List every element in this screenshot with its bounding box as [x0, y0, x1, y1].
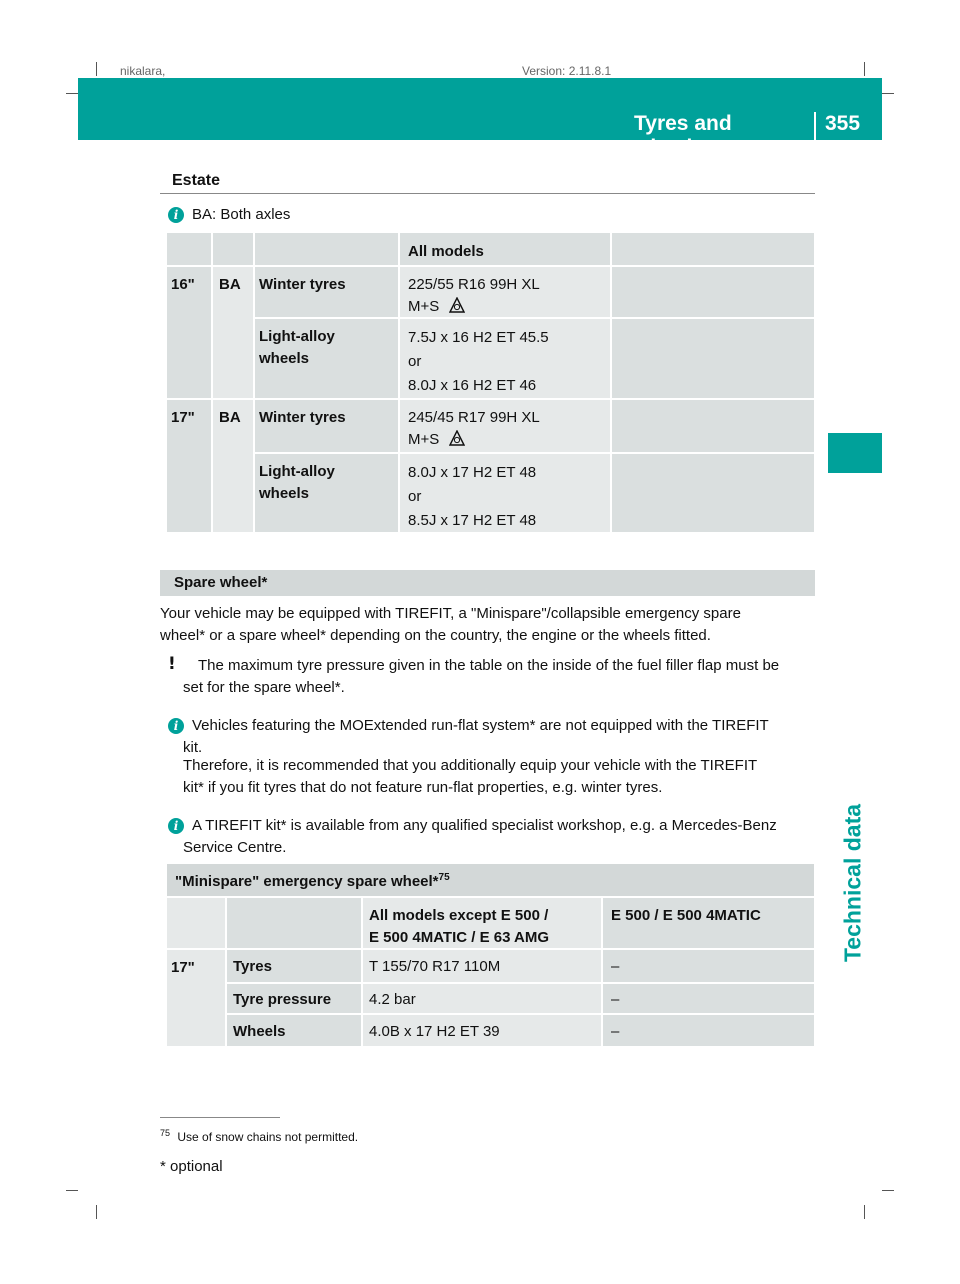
crop-mark: [66, 93, 78, 94]
size-cell-17: [167, 400, 211, 532]
ms-label: M+S: [408, 431, 440, 448]
axle-cell: [213, 267, 253, 398]
item-label-line1: Light-alloy: [259, 463, 335, 480]
value-cell: [603, 984, 814, 1013]
crop-mark: [864, 62, 865, 76]
pressure-value: 4.2 bar: [369, 991, 416, 1008]
footnote-number: 75: [160, 1128, 171, 1138]
tyre-size: 225/55 R16 99H XL: [408, 276, 540, 293]
crop-mark: [864, 1205, 865, 1219]
side-tab-marker: [828, 433, 882, 473]
info-icon: i: [168, 207, 184, 223]
side-tab: [826, 748, 880, 1018]
page-number: 355: [825, 112, 861, 135]
footnote-rule: [160, 1117, 280, 1118]
table-header-cell: [612, 233, 814, 265]
value-cell: [363, 1015, 601, 1046]
wheel-size-1: 8.0J x 17 H2 ET 48: [408, 464, 537, 481]
section-title-spare-wheel: Spare wheel*: [174, 574, 268, 591]
value-cell: [603, 950, 814, 982]
table-header-cell: [167, 898, 225, 948]
tyre-value-e500: –: [611, 958, 620, 975]
side-tab-label: Technical data: [839, 803, 866, 963]
value-cell: [400, 400, 610, 452]
column-header-label: All models: [408, 243, 484, 260]
size-label: 16": [171, 276, 195, 293]
crop-mark: [96, 62, 97, 76]
info2-line1: A TIREFIT kit* is available from any qualified specialist workshop, e.g. a Mercedes-Benz: [192, 817, 777, 834]
column-header-e500: [603, 898, 814, 948]
size-cell-17: [167, 950, 225, 1046]
page-title: Tyres and wheels: [634, 112, 732, 159]
row-label-cell: [227, 984, 361, 1013]
size-cell-16: [167, 267, 211, 398]
item-cell: [255, 319, 398, 398]
footnote: [160, 1128, 358, 1144]
value-cell: [400, 319, 610, 398]
column-header-all-models-except: [363, 898, 601, 948]
crop-mark: [96, 1205, 97, 1219]
spare-intro-line1: Your vehicle may be equipped with TIREFIT, a "Minispare"/collapsible emergency spare: [160, 605, 741, 622]
row-label-cell: [227, 1015, 361, 1046]
tyre-size: 245/45 R17 99H XL: [408, 409, 540, 426]
column-header-label: E 500 / E 500 4MATIC: [611, 907, 761, 924]
column-header-line1: All models except E 500 /: [369, 907, 549, 924]
axle-label: BA: [219, 409, 241, 426]
item-label-line2: wheels: [259, 485, 310, 502]
size-label: 17": [171, 409, 195, 426]
crop-mark: [882, 93, 894, 94]
table-header-cell: [227, 898, 361, 948]
item-label-line2: wheels: [259, 350, 310, 367]
info1-line3: Therefore, it is recommended that you additionally equip your vehicle with the TIREFIT: [183, 757, 758, 774]
section-rule: [160, 193, 815, 194]
axle-cell: [213, 400, 253, 532]
crop-mark: [882, 1190, 894, 1191]
value-cell: [400, 454, 610, 532]
empty-cell: [612, 267, 814, 317]
value-cell: [400, 267, 610, 317]
snowflake-mountain-icon: [449, 297, 465, 313]
info-note-axles: BA: Both axles: [192, 206, 291, 223]
value-cell: [603, 1015, 814, 1046]
print-job-name: nikalara,: [120, 64, 166, 78]
axle-label: BA: [219, 276, 241, 293]
pressure-value-e500: –: [611, 991, 620, 1008]
section-bar-spare-wheel: [160, 570, 815, 596]
warning-icon: !: [168, 654, 176, 674]
tyre-marking: [408, 296, 610, 318]
minispare-title-bar: [167, 864, 814, 896]
print-version: Version: 2.11.8.1: [522, 64, 612, 78]
or-label: or: [408, 488, 422, 505]
row-label-tyre-pressure: Tyre pressure: [233, 991, 332, 1008]
wheel-value: 4.0B x 17 H2 ET 39: [369, 1023, 500, 1040]
wheel-size-2: 8.5J x 17 H2 ET 48: [408, 512, 537, 529]
info1-line4: kit* if you fit tyres that do not feature run-flat properties, e.g. winter tyres.: [183, 779, 663, 796]
warning-line1: The maximum tyre pressure given in the table on the inside of the fuel filler flap must be: [198, 657, 780, 674]
info-icon: i: [168, 818, 184, 834]
spare-intro-line2: wheel* or a spare wheel* depending on the country, the engine or the wheels fitted.: [160, 627, 711, 644]
row-label-wheels: Wheels: [233, 1023, 286, 1040]
item-cell: [255, 400, 398, 452]
column-header-all-models: [400, 233, 610, 265]
table-header-cell: [213, 233, 253, 265]
tyre-marking: [408, 429, 610, 451]
info2-line2: Service Centre.: [183, 839, 287, 856]
value-cell: [363, 984, 601, 1013]
row-label-tyres: Tyres: [233, 958, 272, 975]
item-cell: [255, 454, 398, 532]
size-label: 17": [171, 959, 195, 976]
warning-line2: set for the spare wheel*.: [183, 679, 345, 696]
info-icon: i: [168, 718, 184, 734]
or-label: or: [408, 353, 422, 370]
empty-cell: [612, 400, 814, 452]
ms-label: M+S: [408, 298, 440, 315]
item-label: Winter tyres: [259, 276, 346, 293]
info1-line2: kit.: [183, 739, 203, 756]
table-header-cell: [167, 233, 211, 265]
footnote-ref: 75: [438, 872, 450, 883]
empty-cell: [612, 454, 814, 532]
header-divider: [814, 112, 816, 142]
item-cell: [255, 267, 398, 317]
value-cell: [363, 950, 601, 982]
tyre-value: T 155/70 R17 110M: [369, 958, 501, 975]
footnote-text: Use of snow chains not permitted.: [177, 1130, 359, 1144]
column-header-line2: E 500 4MATIC / E 63 AMG: [369, 929, 550, 946]
item-label: Winter tyres: [259, 409, 346, 426]
crop-mark: [66, 1190, 78, 1191]
table-header-cell: [255, 233, 398, 265]
snowflake-mountain-icon: [449, 430, 465, 446]
row-label-cell: [227, 950, 361, 982]
info1-line1: Vehicles featuring the MOExtended run-flat system* are not equipped with the TIREFIT: [192, 717, 769, 734]
optional-note: * optional: [160, 1158, 223, 1175]
minispare-title: "Minispare" emergency spare wheel*: [175, 873, 439, 890]
empty-cell: [612, 319, 814, 398]
item-label-line1: Light-alloy: [259, 328, 335, 345]
wheel-value-e500: –: [611, 1023, 620, 1040]
wheel-size-2: 8.0J x 16 H2 ET 46: [408, 377, 537, 394]
wheel-size-1: 7.5J x 16 H2 ET 45.5: [408, 329, 549, 346]
section-title-estate: Estate: [172, 172, 221, 189]
